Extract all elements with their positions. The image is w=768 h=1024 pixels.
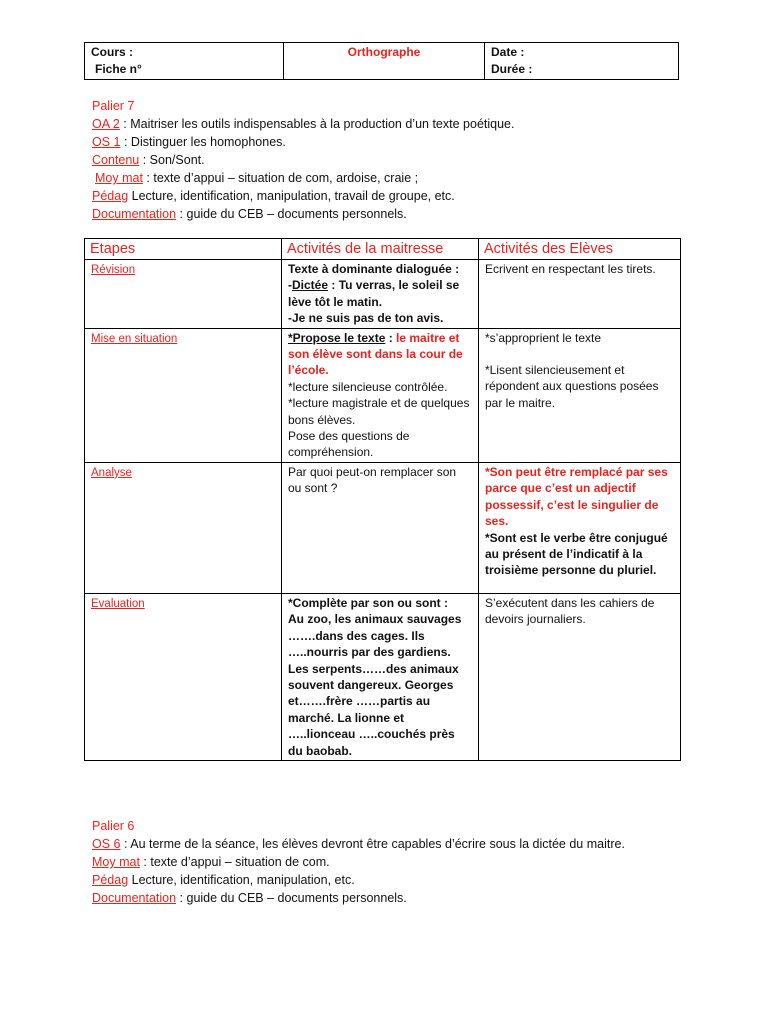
propose-red-text: le maitre et son élève sont dans la cour de l’école. (288, 330, 463, 378)
table-row-revision (85, 260, 681, 329)
documentation2-label: Documentation (92, 891, 177, 905)
col-header-etapes: Etapes (85, 239, 282, 260)
stage-cell (85, 593, 282, 760)
header-right-cell (485, 43, 679, 80)
cours-label: Cours : (91, 45, 133, 59)
mise-eleves-line1: *s’approprient le texte (485, 330, 602, 345)
lesson-table (84, 238, 681, 761)
maitresse-cell (282, 593, 479, 760)
maitresse-cell (282, 328, 479, 462)
table-header-row (85, 239, 681, 260)
stage-cell (85, 328, 282, 462)
stage-analyse: Analyse (91, 466, 132, 479)
evaluation-exercise: Au zoo, les animaux sauvages …….dans des cages. Ils …..nourris par des gardiens. Les serpents……des animaux souvent dangereux. Georges et…….frère ……partis au marché. La lionne et …..lionceau …..couchés près du baobab. (288, 612, 462, 758)
moymat-text: : texte d’appui – situation de com, ardoise, craie ; (142, 171, 419, 185)
stage-evaluation: Evaluation (91, 597, 145, 610)
dash: - (288, 278, 292, 293)
eleves-cell: Ecrivent en respectant les tirets. (479, 260, 681, 329)
mise-line2: *lecture magistrale et de quelques bons élèves. (288, 396, 470, 427)
eleves-cell (479, 328, 681, 462)
os6-line (92, 835, 652, 853)
analyse-red-text: *Son peut être remplacé par ses parce que c’est un adjectif possessif, c’est le singulier de ses. (485, 464, 668, 529)
maitresse-cell: Par quoi peut-on remplacer son ou sont ? (282, 462, 479, 593)
maitresse-cell (282, 260, 479, 329)
pedag-line (92, 187, 514, 205)
pedag-text: Lecture, identification, manipulation, travail de groupe, etc. (128, 189, 455, 203)
dictee-label: Dictée (292, 278, 329, 293)
moymat-line (92, 169, 514, 187)
documentation-text: : guide du CEB – documents personnels. (176, 207, 407, 221)
mise-line3: Pose des questions de compréhension. (288, 429, 410, 460)
mise-propose-line (288, 330, 472, 379)
os6-label: OS 6 (92, 837, 121, 851)
documentation2-line (92, 889, 652, 907)
stage-revision: Révision (91, 264, 136, 276)
subject-title: Orthographe (284, 43, 485, 80)
documentation-label: Documentation (92, 207, 177, 221)
header-table (84, 42, 679, 80)
stage-cell (85, 260, 282, 329)
eleves-cell (479, 462, 681, 593)
evaluation-line1: *Complète par son ou sont : (288, 595, 449, 610)
moymat2-label: Moy mat (92, 855, 140, 869)
mise-eleves-line2: *Lisent silencieusement et répondent aux questions posées par le maitre. (485, 363, 659, 410)
pedag2-text: Lecture, identification, manipulation, etc. (128, 873, 355, 887)
stage-mise-en-situation: Mise en situation (91, 332, 178, 345)
contenu-text: : Son/Sont. (139, 153, 205, 167)
duree-label: Durée : (491, 62, 533, 76)
table-row-evaluation (85, 593, 681, 760)
documentation-line (92, 205, 514, 223)
palier6-title: Palier 6 (92, 819, 135, 833)
dictee-text: : Tu verras, le soleil se lève tôt le matin. (288, 278, 460, 309)
moymat2-line (92, 853, 652, 871)
revision-dictee-line (288, 277, 472, 310)
moymat-label: Moy mat (95, 171, 143, 185)
pedag2-label: Pédag (92, 873, 129, 887)
contenu-label: Contenu (92, 153, 140, 167)
pedag2-line (92, 871, 652, 889)
colon: : (385, 330, 397, 345)
mise-line1: *lecture silencieuse contrôlée. (288, 379, 448, 394)
oa2-label: OA 2 (92, 117, 120, 131)
moymat2-text: : texte d’appui – situation de com. (139, 855, 330, 869)
analyse-sont-text: *Sont est le verbe être conjugué au présent de l’indicatif à la troisième personne du pluriel. (485, 530, 668, 578)
os1-text: : Distinguer les homophones. (120, 135, 286, 149)
table-row-analyse (85, 462, 681, 593)
os1-line (92, 133, 514, 151)
date-label: Date : (491, 45, 525, 59)
fiche-label: Fiche n° (95, 62, 142, 76)
documentation2-text: : guide du CEB – documents personnels. (176, 891, 407, 905)
stage-cell (85, 462, 282, 593)
revision-line1: Texte à dominante dialoguée : (288, 262, 460, 276)
table-row-mise-en-situation (85, 328, 681, 462)
spacer (485, 346, 674, 362)
os1-label: OS 1 (92, 135, 121, 149)
header-left-cell (85, 43, 284, 80)
pedag-label: Pédag (92, 189, 129, 203)
propose-label: *Propose le texte (288, 330, 386, 345)
revision-line3: -Je ne suis pas de ton avis. (288, 311, 444, 326)
meta-block-palier7 (92, 97, 514, 223)
col-header-maitresse: Activités de la maitresse (282, 239, 479, 260)
col-header-eleves: Activités des Elèves (479, 239, 681, 260)
palier7-title: Palier 7 (92, 99, 135, 113)
os6-text: : Au terme de la séance, les élèves devront être capables d’écrire sous la dictée du maitre. (120, 837, 625, 851)
oa2-line (92, 115, 514, 133)
meta-block-palier6 (92, 817, 652, 907)
contenu-line (92, 151, 514, 169)
oa2-text: : Maitriser les outils indispensables à la production d’un texte poétique. (119, 117, 515, 131)
eleves-cell: S’exécutent dans les cahiers de devoirs journaliers. (479, 593, 681, 760)
